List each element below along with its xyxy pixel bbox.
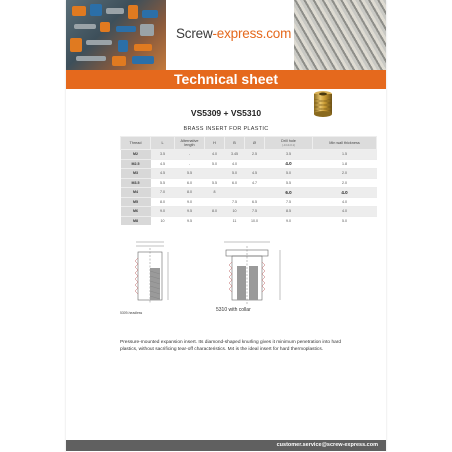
table-cell: 4.5 [151,159,175,169]
table-cell: 6.0 [225,178,245,188]
table-cell: 4.0 [313,188,377,198]
thread-cell: M8 [121,216,151,225]
table-cell: 1.5 [313,150,377,160]
table-row [121,159,377,169]
table-cell: 8.0 [151,197,175,207]
table-cell: 7.5 [245,207,265,217]
table-cell: 3.5 [151,150,175,160]
thread-cell: M2.5 [121,159,151,169]
table-cell [245,159,265,169]
table-cell: 5.5 [265,178,313,188]
table-cell: 5.0 [313,216,377,225]
header-min-wall: Min wall thickness [313,137,377,150]
table-cell: 9.5 [175,207,205,217]
table-cell: 6.5 [245,197,265,207]
table-cell: 6.0 [265,188,313,198]
brand-name: Screw [176,26,213,41]
brand-logo [176,26,291,41]
thread-cell: M2 [121,150,151,160]
table-cell: 4.7 [245,178,265,188]
table-cell: 3.45 [225,150,245,160]
table-cell [205,197,225,207]
thread-cell: M6 [121,207,151,217]
table-cell: 4.0 [205,150,225,160]
toolbox-photo [66,0,166,70]
table-cell: - [175,159,205,169]
table-cell: 7.0 [151,188,175,198]
table-cell: 4.0 [265,159,313,169]
table-cell: 8.0 [205,207,225,217]
table-cell: 3.5 [265,150,313,160]
header-thread: Thread [121,137,151,150]
table-cell [205,169,225,179]
technical-sheet-page [66,0,386,452]
table-cell: 9.0 [265,216,313,225]
screws-photo [294,0,386,70]
thread-cell: M3.5 [121,178,151,188]
page-title: Technical sheet [173,71,278,87]
table-cell: 10.0 [245,216,265,225]
footer-bar [66,440,386,451]
table-cell: 2.0 [313,178,377,188]
table-cell: - [175,150,205,160]
product-name: BRASS INSERT FOR PLASTIC [183,126,269,132]
table-cell: 2.0 [313,169,377,179]
table-cell: 5.0 [225,169,245,179]
table-cell [245,188,265,198]
title-bar [66,70,386,89]
table-header-row [121,137,377,150]
table-cell: 4.0 [313,207,377,217]
table-cell: 8.0 [175,188,205,198]
technical-drawings [120,238,380,310]
table-row [121,178,377,188]
header-h: H [205,137,225,150]
specification-table [120,136,377,225]
table-cell: 5.0 [265,169,313,179]
table-cell: 4.5 [245,169,265,179]
table-cell: 4.0 [313,197,377,207]
table-row [121,169,377,179]
table-row [121,188,377,198]
thread-cell: M4 [121,188,151,198]
table-cell: 5.5 [151,178,175,188]
table-cell: 8.5 [265,207,313,217]
table-cell: 2.5 [245,150,265,160]
table-cell: 7.5 [265,197,313,207]
table-cell: 6.0 [175,178,205,188]
table-row [121,216,377,225]
table-cell: 9.0 [151,207,175,217]
table-cell: 10 [225,207,245,217]
table-row [121,150,377,160]
table-cell: 9.5 [175,216,205,225]
table-cell: 9.0 [175,197,205,207]
table-row [121,197,377,207]
thread-cell: M3 [121,169,151,179]
table-cell [205,216,225,225]
table-cell: 10 [151,216,175,225]
table-cell: 1.8 [313,159,377,169]
table-cell: 8 [205,188,225,198]
table-cell: 4.5 [151,169,175,179]
table-cell [225,188,245,198]
collar-drawing-label: 5310 with collar [216,307,251,313]
knurl-section [150,268,160,300]
header-length: L [151,137,175,150]
header-b: B [225,137,245,150]
table-cell: 5.5 [205,178,225,188]
headless-drawing-label: 5309-headless [120,311,143,315]
brand-domain: -express.com [212,26,292,41]
table-cell: 5.5 [175,169,205,179]
table-cell: 5.0 [205,159,225,169]
contact-email-link[interactable]: customer.service@screw-express.com [276,442,378,448]
product-description: Pressure-mounted expansion insert. Its diamond-shaped knurling gives it minimum penetration into hard plastics, without sacrificing tear-off characteristics. M4 is the ideal insert for hard thermoplastics. [120,340,342,353]
table-cell: 7.5 [225,197,245,207]
header-banner [66,0,386,70]
product-code: VS5309 + VS5310 [190,108,262,118]
brand-logo-box [166,0,294,70]
header-drill-hole: Drill hole (-0.10-0.1) [265,137,313,150]
table-row [121,207,377,217]
table-cell: 11 [225,216,245,225]
table-cell: 4.0 [225,159,245,169]
header-alt-length: Alternative length [175,137,205,150]
thread-cell: M5 [121,197,151,207]
header-diameter: Ø [245,137,265,150]
